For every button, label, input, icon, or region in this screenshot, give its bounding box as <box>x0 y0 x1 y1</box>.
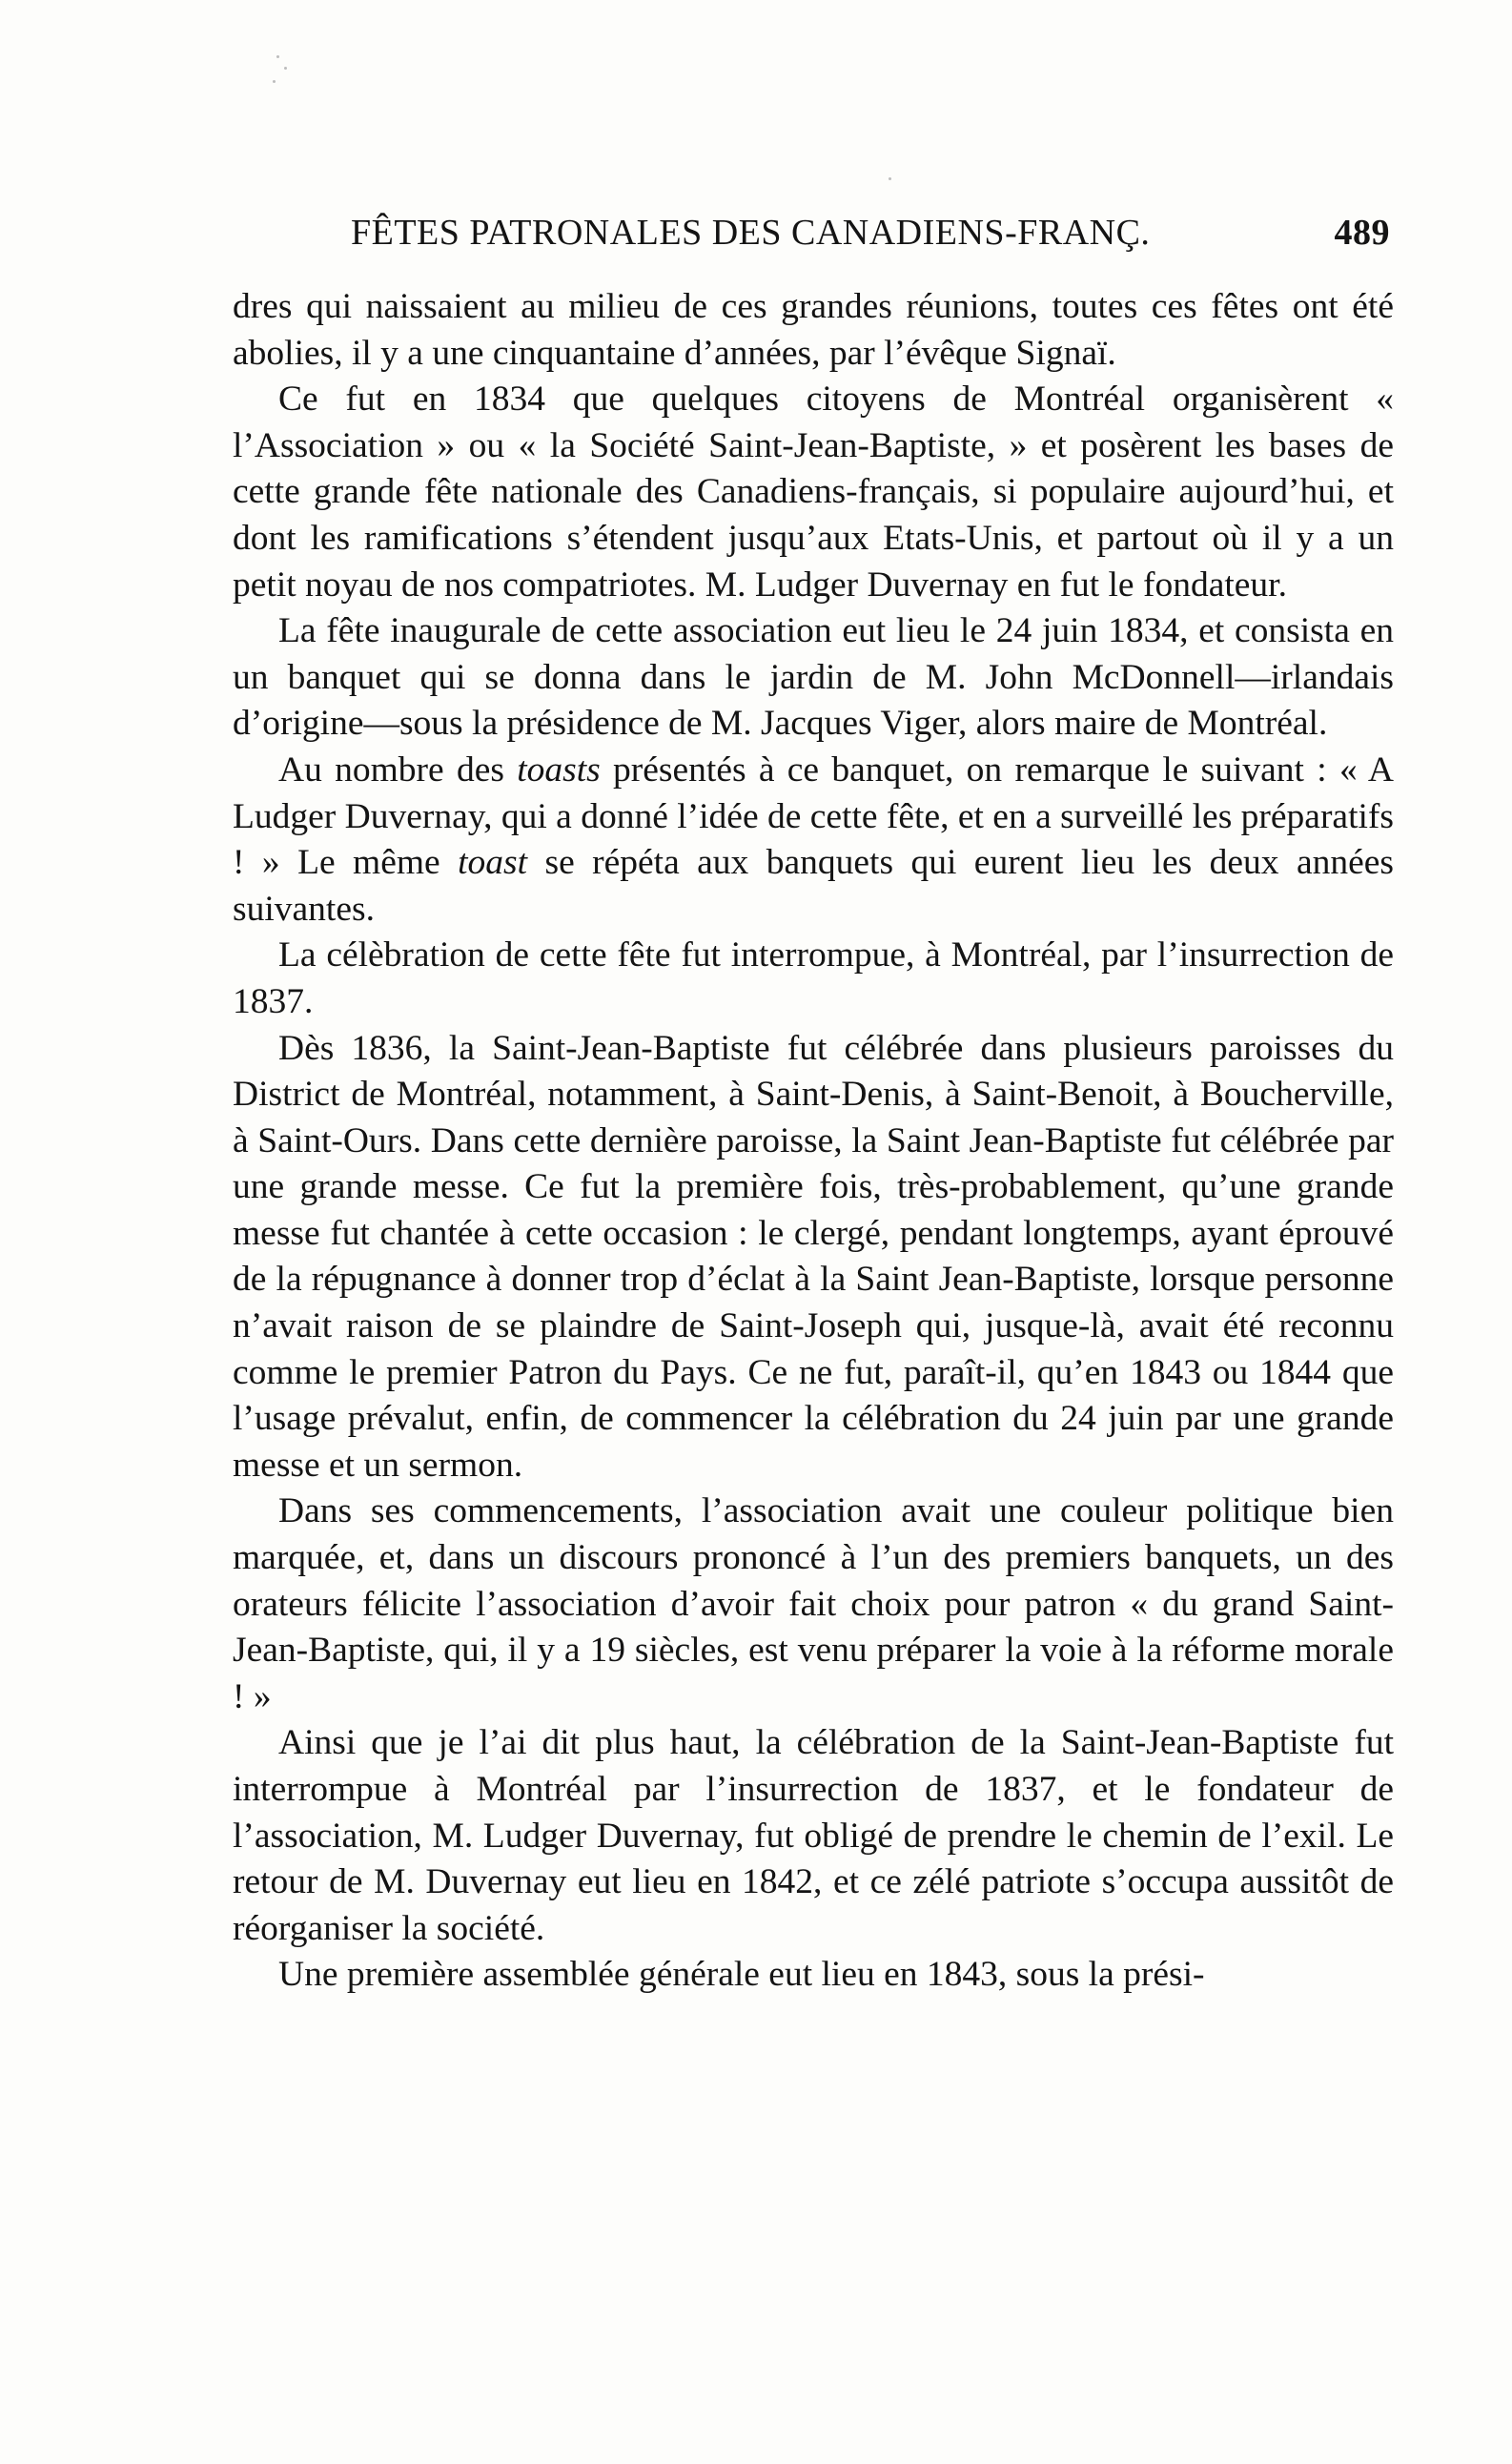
paper-speck <box>889 177 891 180</box>
paragraph: La célèbration de cette fête fut interrompue, à Montréal, par l’insurrection de 1837. <box>233 935 1394 1021</box>
paper-speck <box>276 55 279 58</box>
italic-term: toasts <box>517 749 601 790</box>
paragraph: dres qui naissaient au milieu de ces grandes réunions, toutes ces fêtes ont été abolies, il y a une cinquantaine d’années, par l’évêque Signaï. <box>233 287 1394 373</box>
running-title: FÊTES PATRONALES DES CANADIENS-FRANÇ. <box>351 213 1151 253</box>
paragraph: La fête inaugurale de cette association eut lieu le 24 juin 1834, et consista en un banquet qui se donna dans le jardin de M. John McDonnell—irlandais d’origine—sous la présidence de M. Jacques Viger, alors maire de Montréal. <box>233 611 1394 744</box>
paragraph: Dans ses commencements, l’association avait une couleur politique bien marquée, et, dans un discours prononcé à l’un des premiers banquets, un des orateurs félicite l’association d’avoir fait choix pour patron « du grand Saint-Jean-Baptiste, qui, il y a 19 siècles, est venu préparer la voie à la réforme morale ! » <box>233 1491 1394 1716</box>
paragraph: Au nombre des toasts présentés à ce banquet, on remarque le suivant : « A Ludger Duvernay, qui a donné l’idée de cette fête, et en a surveillé les préparatifs ! » Le même toast se répéta aux banquets qui eurent lieu les deux années suivantes. <box>233 749 1394 929</box>
body-text <box>233 284 1394 1999</box>
paragraph: Dès 1836, la Saint-Jean-Baptiste fut célébrée dans plusieurs paroisses du District de Montréal, notamment, à Saint-Denis, à Saint-Benoit, à Boucherville, à Saint-Ours. Dans cette dernière paroisse, la Saint Jean-Baptiste fut célébrée par une grande messe. Ce fut la première fois, très-probablement, qu’une grande messe fut chantée à cette occasion : le clergé, pendant longtemps, ayant éprouvé de la répugnance à donner trop d’éclat à la Saint Jean-Baptiste, lorsque personne n’avait raison de se plaindre de Saint-Joseph qui, jusque-là, avait été reconnu comme le premier Patron du Pays. Ce ne fut, paraît-il, qu’en 1843 ou 1844 que l’usage prévalut, enfin, de commencer la célébration du 24 juin par une grande messe et un sermon. <box>233 1028 1394 1485</box>
running-header <box>351 212 1390 269</box>
paragraph: Une première assemblée générale eut lieu en 1843, sous la prési- <box>278 1955 1205 1995</box>
page-number: 489 <box>1334 213 1390 253</box>
italic-term: toast <box>458 843 528 883</box>
paper-speck <box>284 67 287 70</box>
paper-speck <box>273 80 276 83</box>
paragraph: Ainsi que je l’ai dit plus haut, la célébration de la Saint-Jean-Baptiste fut interrompue à Montréal par l’insurrection de 1837, et le fondateur de l’association, M. Ludger Duvernay, fut obligé de prendre le chemin de l’exil. Le retour de M. Duvernay eut lieu en 1842, et ce zélé patriote s’occupa aussitôt de réorganiser la société. <box>233 1723 1394 1948</box>
paragraph: Ce fut en 1834 que quelques citoyens de Montréal organisèrent « l’Association » ou « la Société Saint-Jean-Baptiste, » et posèrent les bases de cette grande fête nationale des Canadiens-français, si populaire aujourd’hui, et dont les ramifications s’étendent jusqu’aux Etats-Unis, et partout où il y a un petit noyau de nos compatriotes. M. Ludger Duvernay en fut le fondateur. <box>233 380 1394 605</box>
